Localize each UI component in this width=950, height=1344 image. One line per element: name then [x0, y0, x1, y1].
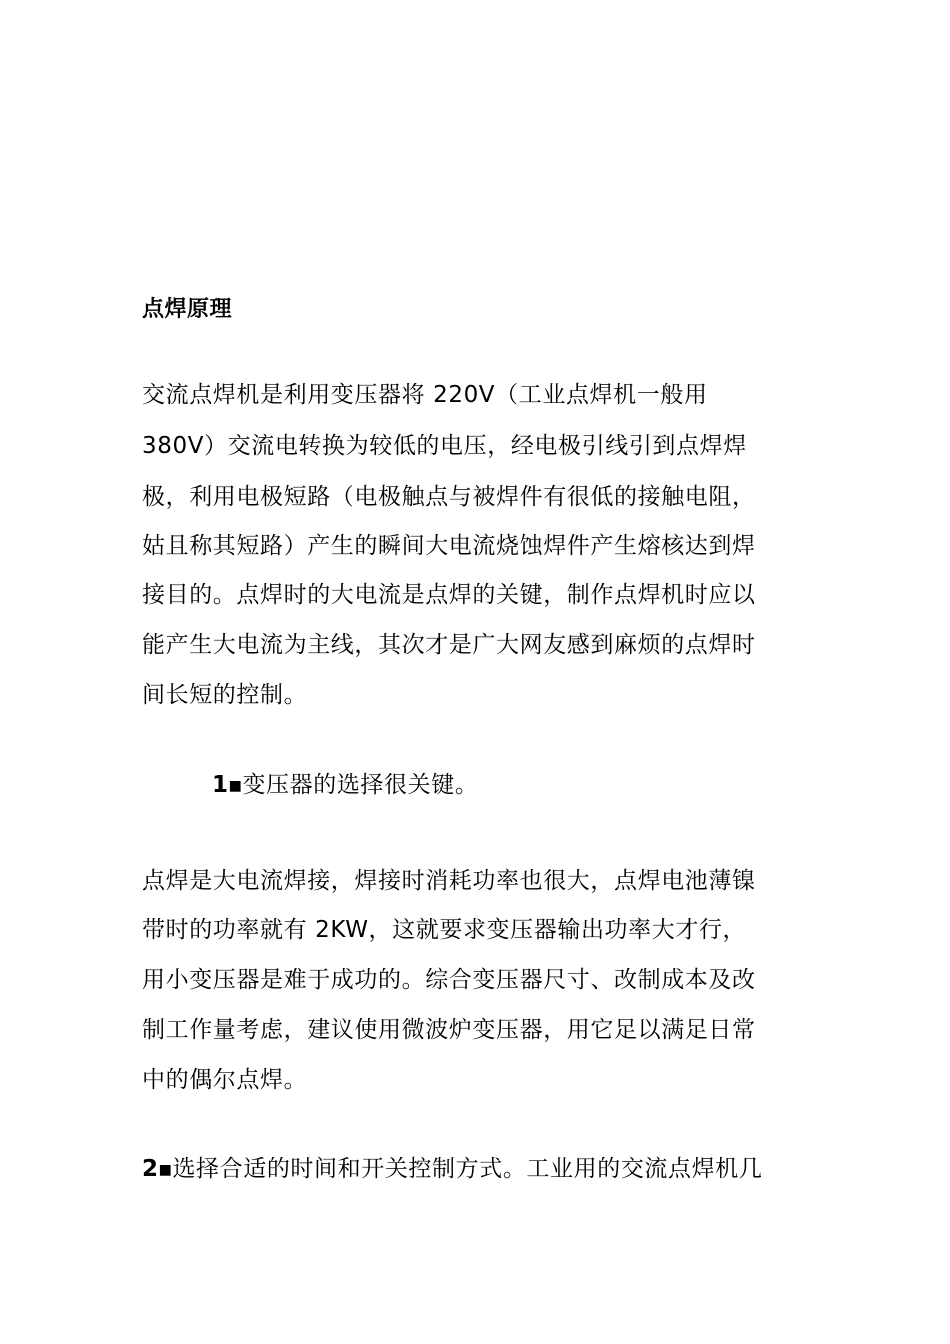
paragraph-line: 间长短的控制。: [142, 682, 308, 708]
list-item-text: 选择合适的时间和开关控制方式。工业用的交流点焊机几: [172, 1156, 763, 1182]
paragraph-line: 制工作量考虑，建议使用微波炉变压器，用它足以满足日常: [142, 1017, 756, 1043]
paragraph-line: 用小变压器是难于成功的。综合变压器尺寸、改制成本及改: [142, 967, 756, 993]
paragraph-line: 中的偶尔点焊。: [142, 1067, 308, 1093]
paragraph-line: 交流点焊机是利用变压器将 220V（工业点焊机一般用: [142, 382, 708, 408]
paragraph-line: 能产生大电流为主线，其次才是广大网友感到麻烦的点焊时: [142, 632, 756, 658]
paragraph-line: 点焊是大电流焊接，焊接时消耗功率也很大，点焊电池薄镍: [142, 868, 756, 894]
list-item-2: [142, 1154, 762, 1185]
paragraph-line: 接目的。点焊时的大电流是点焊的关键，制作点焊机时应以: [142, 582, 756, 608]
paragraph-line: 极，利用电极短路（电极触点与被焊件有很低的接触电阻，: [142, 484, 756, 510]
list-number: 2: [142, 1156, 159, 1182]
list-item-1: [212, 770, 478, 801]
list-number: 1: [212, 772, 229, 798]
paragraph-line: 姑且称其短路）产生的瞬间大电流烧蚀焊件产生熔核达到焊: [142, 533, 756, 559]
paragraph-line: 380V）交流电转换为较低的电压，经电极引线引到点焊焊: [142, 433, 747, 459]
bullet-square-icon: ■: [158, 1162, 173, 1178]
paragraph-line: 带时的功率就有 2KW，这就要求变压器输出功率大才行，: [142, 917, 747, 943]
page-title: 点焊原理: [142, 297, 233, 322]
bullet-square-icon: ■: [228, 778, 243, 794]
list-item-text: 变压器的选择很关键。: [242, 772, 479, 798]
